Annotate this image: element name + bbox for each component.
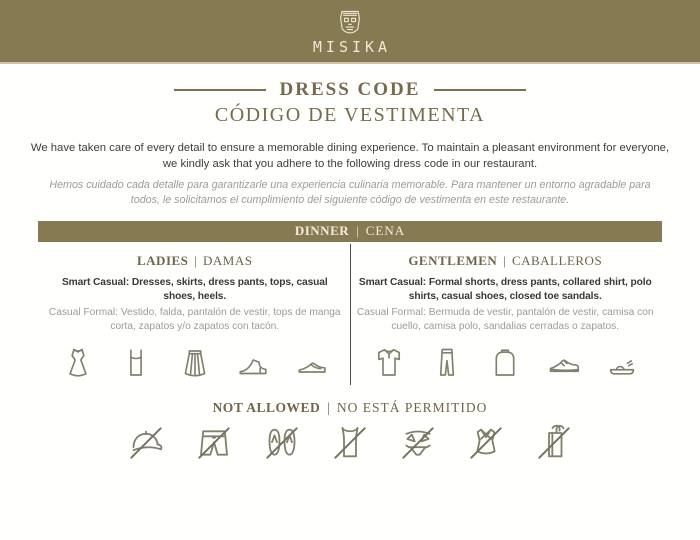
sandal-icon xyxy=(604,345,640,381)
ladies-heading-separator: | xyxy=(194,252,198,268)
gentlemen-heading-es: CABALLEROS xyxy=(511,252,603,268)
gentlemen-smart-casual-text: Smart Casual: Formal shorts, dress pants, collared shirt, polo shirts, casual shoes, closed toe sandals. xyxy=(358,276,652,302)
dress-icon xyxy=(60,345,96,381)
title-rule-left xyxy=(174,89,266,91)
heels-icon xyxy=(235,345,271,381)
ladies-casual-formal-text: Casual Formal: Vestido, falda, pantalón de vestir, tops de manga corta, zapatos y/o zapatos con tacón. xyxy=(48,307,341,333)
ladies-heading xyxy=(46,253,344,269)
tank-top-icon xyxy=(330,423,370,463)
ladies-heading-en: LADIES xyxy=(137,252,189,268)
polo-shirt-icon xyxy=(371,345,407,381)
collared-shirt-icon xyxy=(487,345,523,381)
intro-english: We have taken care of every detail to ensure a memorable dining experience. To maintain a pleasant environment for everyone, we kindly ask that you adhere to the following dress code in our restaurant. xyxy=(30,142,670,171)
title-row xyxy=(0,79,700,101)
casual-shoe-icon xyxy=(546,345,582,381)
ladies-smart-casual-text: Smart Casual: Dresses, skirts, dress pants, tops, casual shoes, heels. xyxy=(61,276,328,302)
gentlemen-casual-formal-text: Casual Formal: Bermuda de vestir, pantalón de vestir, camisa con cuello, camisa polo, sandalias cerradas o zapatos. xyxy=(356,307,654,333)
gentlemen-icons-row xyxy=(357,345,655,381)
title-spanish: CÓDIGO DE VESTIMENTA xyxy=(214,104,486,126)
header-band xyxy=(0,0,700,64)
camisole-icon xyxy=(118,345,154,381)
dress-code-columns xyxy=(40,244,660,385)
not-allowed-heading-en: NOT ALLOWED xyxy=(212,399,321,415)
gentlemen-heading xyxy=(357,253,655,269)
not-allowed-icons-row xyxy=(0,423,700,463)
mask-emblem-icon xyxy=(335,7,365,37)
title-rule-right xyxy=(434,89,526,91)
ladies-column xyxy=(40,244,350,385)
bikini-icon xyxy=(398,423,438,463)
not-allowed-heading xyxy=(0,400,700,416)
flats-icon xyxy=(294,345,330,381)
skirt-icon xyxy=(177,345,213,381)
swimsuit-icon xyxy=(466,423,506,463)
dinner-banner xyxy=(38,221,662,242)
banner-english: DINNER xyxy=(294,223,350,239)
banner-separator: | xyxy=(356,223,359,239)
not-allowed-heading-es: NO ESTÁ PERMITIDO xyxy=(336,399,488,415)
banner-spanish: CENA xyxy=(365,223,406,239)
ladies-heading-es: DAMAS xyxy=(203,252,253,268)
intro-spanish: Hemos cuidado cada detalle para garantizarle una experiencia culinaria memorable. Para mantener un entorno agradable para todos, le solicitamos el cumplimiento del siguiente código de vestimenta en este restaurante. xyxy=(49,178,651,207)
not-allowed-heading-separator: | xyxy=(327,399,330,415)
title-english: DRESS CODE xyxy=(279,79,421,100)
brand-wordmark: MISIKA xyxy=(312,37,392,56)
dress-pants-icon xyxy=(429,345,465,381)
swim-shorts-icon xyxy=(194,423,234,463)
gentlemen-heading-en: GENTLEMEN xyxy=(408,252,498,268)
beach-towel-icon xyxy=(534,423,574,463)
cap-icon xyxy=(126,423,166,463)
gentlemen-column xyxy=(350,244,661,385)
ladies-icons-row xyxy=(46,345,344,381)
flip-flops-icon xyxy=(262,423,302,463)
gentlemen-heading-separator: | xyxy=(503,252,506,268)
